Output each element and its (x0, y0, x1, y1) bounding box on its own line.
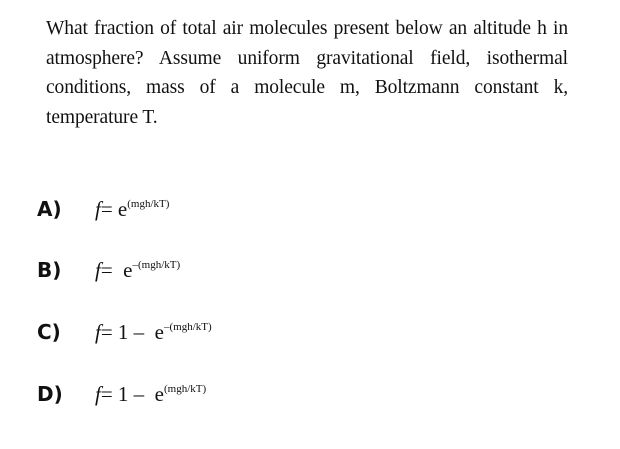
option-c-formula (95, 318, 212, 346)
option-b-formula (95, 256, 180, 284)
option-c-exponent: –(mgh/kT) (164, 321, 212, 333)
option-c-equation: = 1 – e (100, 320, 165, 344)
option-b[interactable] (37, 256, 437, 286)
option-a-label: A) (37, 197, 62, 221)
option-d[interactable] (37, 380, 437, 410)
option-a-exponent: (mgh/kT) (127, 198, 170, 210)
option-c-variable: f (95, 320, 101, 344)
option-b-equation: = e (100, 258, 133, 282)
option-a-formula (95, 195, 169, 223)
option-b-variable: f (95, 258, 101, 282)
option-d-equation: = 1 – e (100, 382, 165, 406)
option-b-exponent: –(mgh/kT) (132, 259, 181, 271)
option-d-formula (95, 380, 206, 408)
question-text: What fraction of total air molecules present below an altitude h in atmosphere? Assume uniform gravitational field, isothermal conditions, mass of a molecule m, Boltzmann constant k, temperature T. (46, 18, 568, 128)
option-c-label: C) (37, 320, 61, 344)
option-b-label: B) (37, 258, 62, 282)
option-d-exponent: (mgh/kT) (164, 383, 207, 395)
option-d-label: D) (37, 382, 63, 406)
option-a[interactable] (37, 195, 437, 225)
option-c[interactable] (37, 318, 437, 348)
option-a-variable: f (95, 197, 101, 221)
option-a-equation: = e (100, 197, 128, 221)
option-d-variable: f (95, 382, 101, 406)
